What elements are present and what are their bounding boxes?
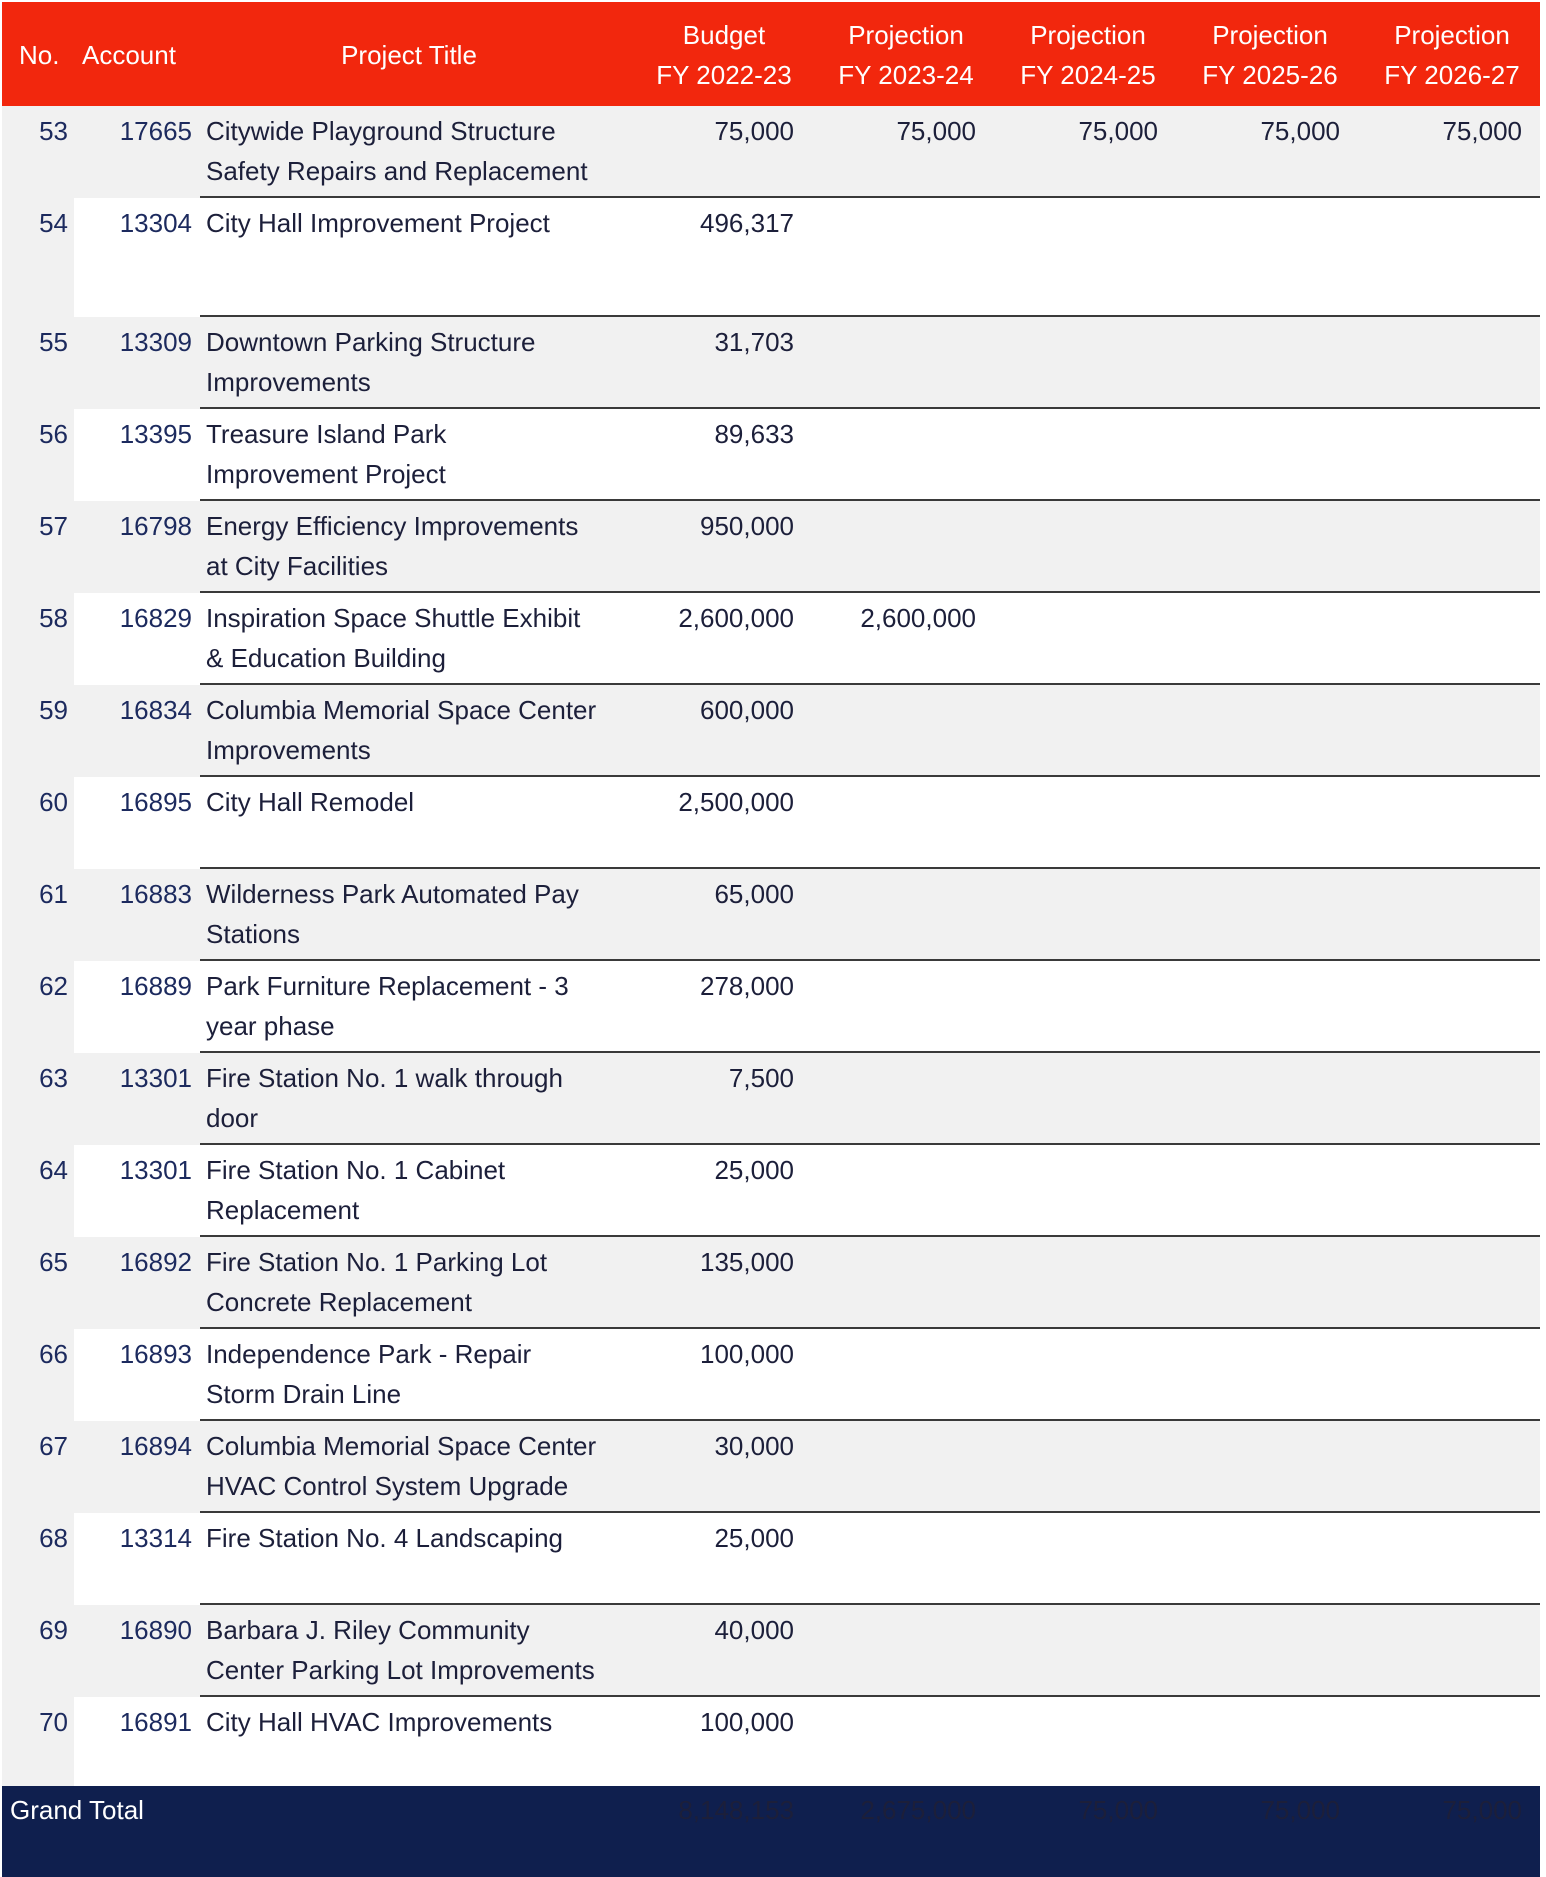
row-number: 60	[39, 787, 68, 817]
row-account: 13301	[119, 1155, 192, 1185]
row-account: 16894	[119, 1431, 192, 1461]
row-value-col-1: 2,500,000	[678, 787, 794, 817]
row-number: 70	[39, 1707, 68, 1737]
table-row	[2, 1421, 1540, 1513]
row-value-col-1: 600,000	[700, 695, 794, 725]
row-value-col-4: 75,000	[1260, 116, 1340, 146]
grand-total-fy2026-27: 75,000	[1442, 1795, 1522, 1825]
row-number: 57	[39, 511, 68, 541]
row-value-col-1: 7,500	[728, 1063, 794, 1093]
row-value-col-1: 496,317	[700, 208, 794, 238]
row-number: 53	[39, 116, 68, 146]
row-project-title: Fire Station No. 1 Cabinet Replacement	[206, 1155, 506, 1225]
row-account: 13309	[119, 327, 192, 357]
row-account: 16891	[119, 1707, 192, 1737]
header-project-title: Project Title	[341, 40, 477, 70]
row-number: 69	[39, 1615, 68, 1645]
table-row	[2, 1145, 1540, 1237]
row-account: 16889	[119, 971, 192, 1001]
row-project-title: Citywide Playground Structure Safety Repairs and Replacement	[206, 116, 588, 186]
row-account: 16829	[119, 603, 192, 633]
table-row	[2, 961, 1540, 1053]
table-row	[2, 593, 1540, 685]
row-value-col-1: 135,000	[700, 1247, 794, 1277]
row-value-col-1: 100,000	[700, 1707, 794, 1737]
table-row	[2, 409, 1540, 501]
row-number: 64	[39, 1155, 68, 1185]
row-number: 59	[39, 695, 68, 725]
row-value-col-1: 100,000	[700, 1339, 794, 1369]
row-project-title: Wilderness Park Automated Pay Stations	[206, 879, 579, 949]
table-row	[2, 685, 1540, 777]
row-project-title: Inspiration Space Shuttle Exhibit & Education Building	[206, 603, 581, 673]
row-account: 13314	[119, 1523, 192, 1553]
table-row	[2, 1329, 1540, 1421]
row-account: 16834	[119, 695, 192, 725]
row-number: 62	[39, 971, 68, 1001]
row-account: 17665	[119, 116, 192, 146]
row-number: 58	[39, 603, 68, 633]
grand-total-fy2022-23: 8,148,153	[678, 1795, 794, 1825]
row-number: 68	[39, 1523, 68, 1553]
table-header	[2, 2, 1540, 106]
row-project-title: Columbia Memorial Space Center HVAC Control System Upgrade	[206, 1431, 597, 1501]
table-row	[2, 501, 1540, 593]
table-row	[2, 198, 1540, 317]
table-row	[2, 1513, 1540, 1605]
row-project-title: Park Furniture Replacement - 3 year phase	[206, 971, 569, 1041]
row-account: 16893	[119, 1339, 192, 1369]
row-value-col-1: 75,000	[714, 116, 794, 146]
grand-total-row	[2, 1786, 1540, 1877]
header-no: No.	[19, 40, 60, 70]
row-value-col-1: 950,000	[700, 511, 794, 541]
row-project-title: Treasure Island Park Improvement Project	[206, 419, 447, 489]
row-value-col-1: 25,000	[714, 1523, 794, 1553]
row-number: 65	[39, 1247, 68, 1277]
row-project-title: Downtown Parking Structure Improvements	[206, 327, 536, 397]
row-project-title: Columbia Memorial Space Center Improvements	[206, 695, 597, 765]
table-row	[2, 777, 1540, 869]
grand-total-fy2025-26: 75,000	[1260, 1795, 1340, 1825]
header-budget-fy2022-23: Budget FY 2022-23	[656, 20, 792, 90]
row-project-title: City Hall Improvement Project	[206, 208, 550, 238]
row-project-title: Fire Station No. 1 walk through door	[206, 1063, 563, 1133]
row-project-title: Independence Park - Repair Storm Drain Line	[206, 1339, 532, 1409]
row-number: 54	[39, 208, 68, 238]
table-body	[2, 106, 1540, 1789]
header-projection-fy2026-27: Projection FY 2026-27	[1384, 20, 1520, 90]
row-account: 16798	[119, 511, 192, 541]
row-value-col-2: 2,600,000	[860, 603, 976, 633]
row-value-col-1: 25,000	[714, 1155, 794, 1185]
row-account: 13395	[119, 419, 192, 449]
grand-total-fy2023-24: 2,675,000	[860, 1795, 976, 1825]
table-row	[2, 106, 1540, 198]
table-row	[2, 1053, 1540, 1145]
capital-projects-table	[2, 2, 1540, 1789]
row-value-col-1: 89,633	[714, 419, 794, 449]
header-projection-fy2025-26: Projection FY 2025-26	[1202, 20, 1338, 90]
row-value-col-3: 75,000	[1078, 116, 1158, 146]
row-value-col-1: 2,600,000	[678, 603, 794, 633]
row-project-title: Fire Station No. 4 Landscaping	[206, 1523, 563, 1553]
row-value-col-1: 278,000	[700, 971, 794, 1001]
grand-total-fy2024-25: 75,000	[1078, 1795, 1158, 1825]
row-account: 13301	[119, 1063, 192, 1093]
row-account: 16890	[119, 1615, 192, 1645]
row-project-title: City Hall Remodel	[206, 787, 415, 817]
table-row	[2, 1605, 1540, 1697]
row-account: 16892	[119, 1247, 192, 1277]
row-project-title: City Hall HVAC Improvements	[206, 1707, 553, 1737]
header-projection-fy2024-25: Projection FY 2024-25	[1020, 20, 1156, 90]
row-number: 55	[39, 327, 68, 357]
row-number: 67	[39, 1431, 68, 1461]
row-account: 16883	[119, 879, 192, 909]
row-account: 13304	[119, 208, 192, 238]
table-row	[2, 1697, 1540, 1789]
table-row	[2, 869, 1540, 961]
grand-total-label: Grand Total	[10, 1795, 144, 1825]
table-row	[2, 1237, 1540, 1329]
row-account: 16895	[119, 787, 192, 817]
row-number: 63	[39, 1063, 68, 1093]
header-account: Account	[82, 40, 176, 70]
row-value-col-1: 30,000	[714, 1431, 794, 1461]
row-number: 56	[39, 419, 68, 449]
row-value-col-1: 31,703	[714, 327, 794, 357]
row-value-col-5: 75,000	[1442, 116, 1522, 146]
row-value-col-2: 75,000	[896, 116, 976, 146]
row-number: 61	[39, 879, 68, 909]
row-project-title: Barbara J. Riley Community Center Parking Lot Improvements	[206, 1615, 595, 1685]
row-value-col-1: 40,000	[714, 1615, 794, 1645]
row-number: 66	[39, 1339, 68, 1369]
table-row	[2, 317, 1540, 409]
row-value-col-1: 65,000	[714, 879, 794, 909]
row-project-title: Energy Efficiency Improvements at City Facilities	[206, 511, 579, 581]
row-project-title: Fire Station No. 1 Parking Lot Concrete Replacement	[206, 1247, 548, 1317]
header-projection-fy2023-24: Projection FY 2023-24	[838, 20, 974, 90]
